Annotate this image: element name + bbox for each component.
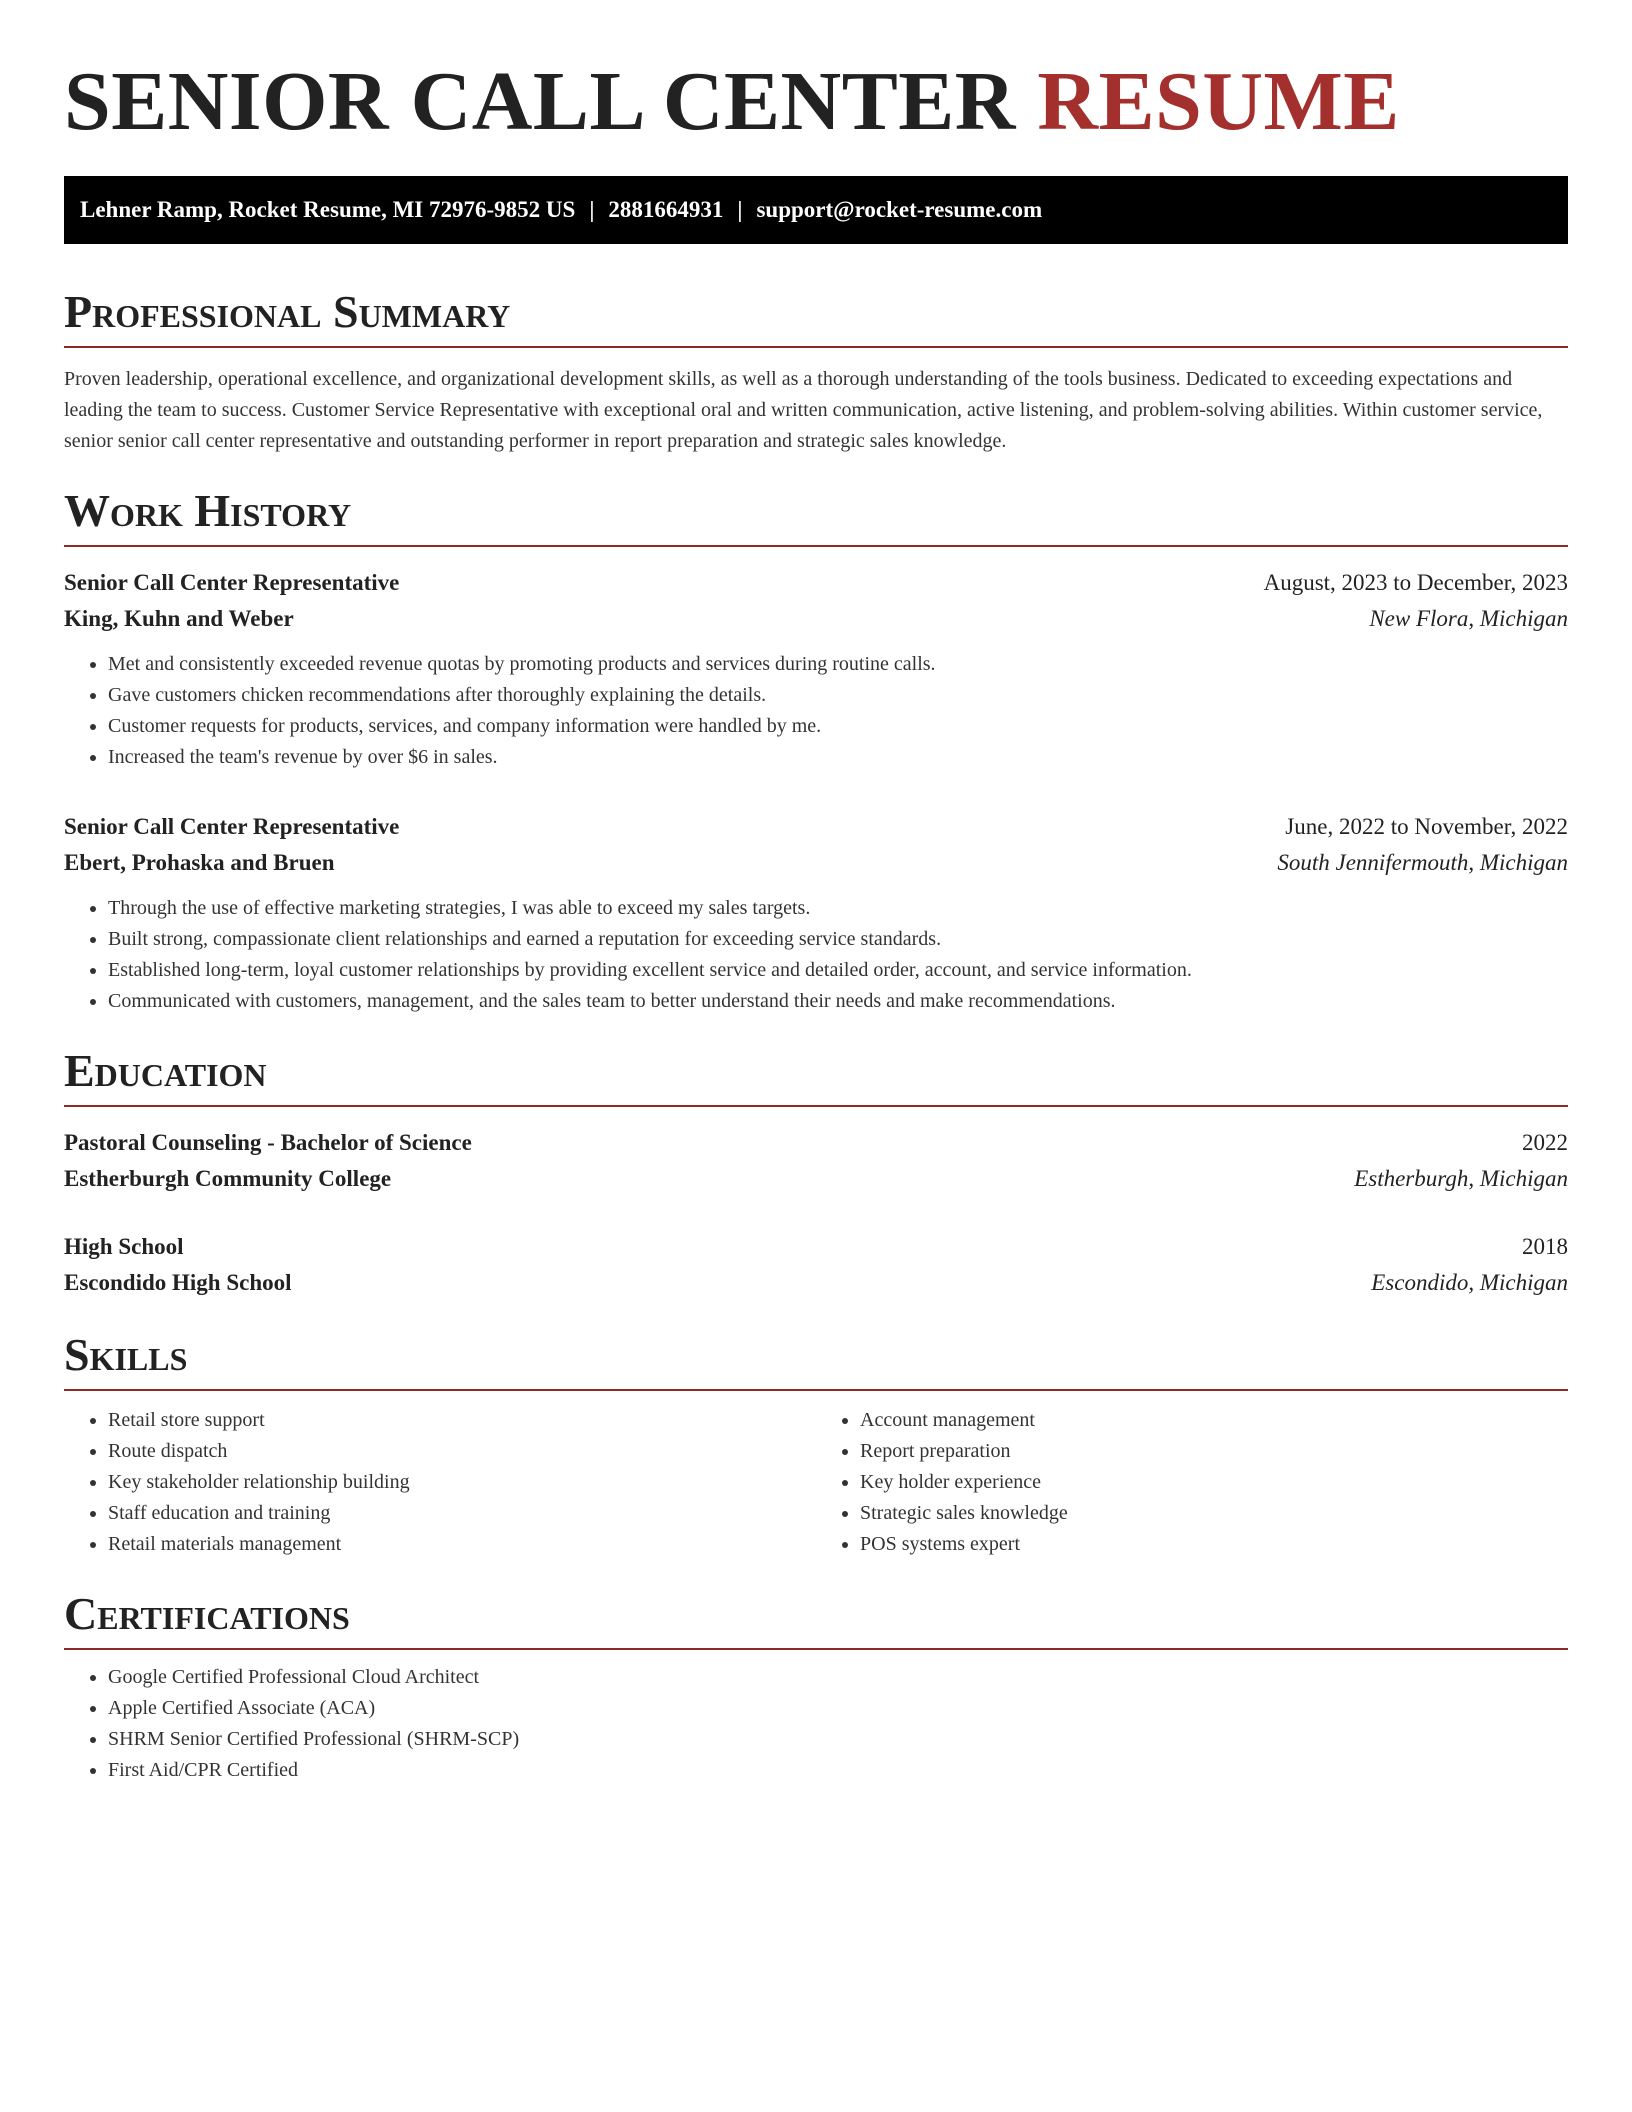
job-dates: June, 2022 to November, 2022 bbox=[1285, 814, 1568, 839]
contact-email: support@rocket-resume.com bbox=[756, 197, 1043, 222]
skills-section bbox=[64, 1327, 1568, 1560]
education-school-row bbox=[64, 1161, 1568, 1197]
skills-list-right bbox=[816, 1405, 1568, 1560]
skills-list-left bbox=[64, 1405, 816, 1560]
title-main: SENIOR CALL CENTER bbox=[64, 55, 1016, 148]
job-bullet: • Increased the team's revenue by over $6 in sales. bbox=[108, 742, 1568, 773]
skill-item: • Key holder experience bbox=[860, 1467, 1568, 1498]
job-bullets bbox=[64, 649, 1568, 773]
certification-item: • SHRM Senior Certified Professional (SHRM-SCP) bbox=[108, 1724, 1568, 1755]
skill-item: • Retail store support bbox=[108, 1405, 816, 1436]
skill-item: • Strategic sales knowledge bbox=[860, 1498, 1568, 1529]
job-bullet: • Through the use of effective marketing strategies, I was able to exceed my sales targets. bbox=[108, 893, 1568, 924]
skills-grid bbox=[64, 1405, 1568, 1560]
summary-section bbox=[64, 284, 1568, 457]
contact-bar bbox=[64, 176, 1568, 244]
certifications-list bbox=[64, 1662, 1568, 1786]
education-degree: High School bbox=[64, 1234, 184, 1259]
job-bullet: • Met and consistently exceeded revenue quotas by promoting products and services during routine calls. bbox=[108, 649, 1568, 680]
education-section bbox=[64, 1043, 1568, 1301]
contact-address: Lehner Ramp, Rocket Resume, MI 72976-9852 US bbox=[80, 197, 576, 222]
education-school-row bbox=[64, 1265, 1568, 1301]
skill-item: • Staff education and training bbox=[108, 1498, 816, 1529]
education-school: Escondido High School bbox=[64, 1270, 292, 1295]
certification-item: • Apple Certified Associate (ACA) bbox=[108, 1693, 1568, 1724]
job-title-row bbox=[64, 565, 1568, 601]
education-location: Escondido, Michigan bbox=[1371, 1270, 1568, 1295]
skill-item: • Route dispatch bbox=[108, 1436, 816, 1467]
skill-item: • Retail materials management bbox=[108, 1529, 816, 1560]
contact-phone: 2881664931 bbox=[608, 197, 724, 222]
job-title: Senior Call Center Representative bbox=[64, 570, 400, 595]
job-entry bbox=[64, 809, 1568, 1017]
certification-item: • First Aid/CPR Certified bbox=[108, 1755, 1568, 1786]
skill-item: • Report preparation bbox=[860, 1436, 1568, 1467]
job-location: New Flora, Michigan bbox=[1369, 606, 1568, 631]
resume-title bbox=[64, 52, 1568, 152]
title-accent: RESUME bbox=[1037, 55, 1400, 148]
section-heading-work-history: Work History bbox=[64, 483, 1568, 547]
job-company-row bbox=[64, 601, 1568, 637]
education-school: Estherburgh Community College bbox=[64, 1166, 392, 1191]
certification-item: • Google Certified Professional Cloud Architect bbox=[108, 1662, 1568, 1693]
skill-item: • Key stakeholder relationship building bbox=[108, 1467, 816, 1498]
job-bullets bbox=[64, 893, 1568, 1017]
job-company-row bbox=[64, 845, 1568, 881]
section-heading-education: Education bbox=[64, 1043, 1568, 1107]
job-dates: August, 2023 to December, 2023 bbox=[1263, 570, 1568, 595]
job-title: Senior Call Center Representative bbox=[64, 814, 400, 839]
job-company: King, Kuhn and Weber bbox=[64, 606, 294, 631]
section-heading-summary: Professional Summary bbox=[64, 284, 1568, 348]
education-entry bbox=[64, 1229, 1568, 1301]
section-heading-certifications: Certifications bbox=[64, 1586, 1568, 1650]
education-year: 2022 bbox=[1522, 1130, 1568, 1155]
job-bullet: • Gave customers chicken recommendations after thoroughly explaining the details. bbox=[108, 680, 1568, 711]
job-entry bbox=[64, 565, 1568, 773]
contact-separator: | bbox=[589, 197, 595, 222]
contact-separator: | bbox=[737, 197, 743, 222]
education-entry bbox=[64, 1125, 1568, 1197]
job-location: South Jennifermouth, Michigan bbox=[1277, 850, 1568, 875]
job-title-row bbox=[64, 809, 1568, 845]
job-bullet: • Established long-term, loyal customer relationships by providing excellent service and detailed order, account, and service information. bbox=[108, 955, 1568, 986]
job-bullet: • Customer requests for products, services, and company information were handled by me. bbox=[108, 711, 1568, 742]
education-degree-row bbox=[64, 1125, 1568, 1161]
education-degree: Pastoral Counseling - Bachelor of Science bbox=[64, 1130, 472, 1155]
education-location: Estherburgh, Michigan bbox=[1354, 1166, 1568, 1191]
education-degree-row bbox=[64, 1229, 1568, 1265]
work-history-section bbox=[64, 483, 1568, 1017]
section-heading-skills: Skills bbox=[64, 1327, 1568, 1391]
education-year: 2018 bbox=[1522, 1234, 1568, 1259]
job-bullet: • Communicated with customers, management, and the sales team to better understand their needs and make recommendations. bbox=[108, 986, 1568, 1017]
certifications-section bbox=[64, 1586, 1568, 1786]
summary-text: Proven leadership, operational excellence, and organizational development skills, as well as a thorough understanding of the tools business. Dedicated to exceeding expectations and leading the team to success. Customer Service Representative with exceptional oral and written communication, active listening, and problem-solving abilities. Within customer service, senior senior call center representative and outstanding performer in report preparation and strategic sales knowledge. bbox=[64, 368, 1543, 452]
job-company: Ebert, Prohaska and Bruen bbox=[64, 850, 335, 875]
job-bullet: • Built strong, compassionate client relationships and earned a reputation for exceeding service standards. bbox=[108, 924, 1568, 955]
skill-item: • POS systems expert bbox=[860, 1529, 1568, 1560]
skill-item: • Account management bbox=[860, 1405, 1568, 1436]
